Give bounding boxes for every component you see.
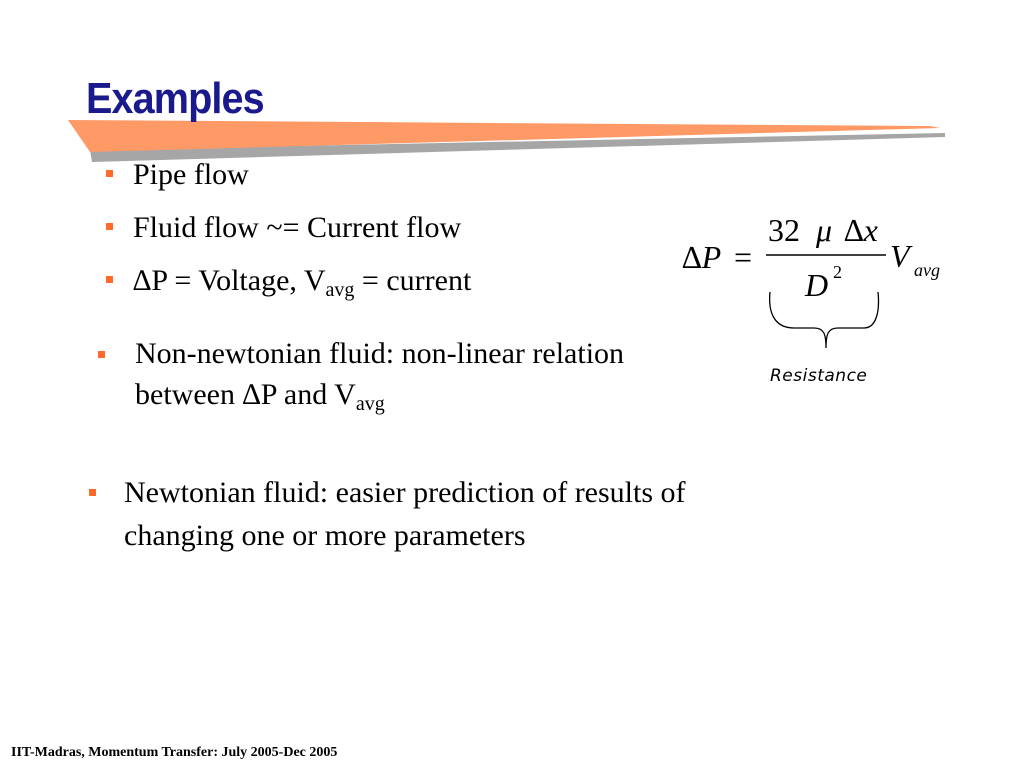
bullet-text-pre: ∆P = Voltage, V — [133, 264, 326, 297]
formula-den: D — [805, 267, 829, 303]
formula-num-dx: ∆x — [844, 212, 878, 248]
bullet-square-icon — [106, 223, 113, 230]
formula-equals: = — [734, 239, 753, 275]
bullet-text — [133, 259, 471, 303]
bullet-square-icon — [89, 489, 96, 496]
slide-title: Examples — [86, 74, 264, 123]
bullet-text: Pipe flow — [133, 158, 249, 191]
bullet-newtonian — [89, 471, 686, 557]
bullet-pipe-flow — [106, 153, 249, 197]
bullet-line-2-sub: avg — [355, 393, 385, 415]
bullet-dp-voltage — [106, 259, 471, 303]
bullet-line-2-pre: between ∆P and V — [135, 378, 356, 411]
formula-lhs: ∆P — [682, 239, 722, 275]
bullet-text: Fluid flow ~= Current flow — [133, 211, 462, 244]
bullet-square-icon — [98, 351, 105, 358]
bullet-text-post: = current — [354, 264, 472, 297]
formula-num-coef: 32 — [768, 212, 800, 248]
bullet-line-1: Newtonian fluid: easier prediction of results of — [124, 476, 686, 509]
bullet-fluid-current — [106, 206, 461, 250]
formula-den-exp: 2 — [833, 262, 842, 282]
bullet-square-icon — [106, 170, 113, 177]
bullet-text — [124, 471, 686, 557]
bullet-line-2: changing one or more parameters — [124, 519, 526, 552]
bullet-text-sub: avg — [325, 279, 355, 301]
formula-num-mu: μ — [816, 212, 833, 248]
slide-footer: IIT-Madras, Momentum Transfer: July 2005-Dec 2005 — [11, 745, 338, 760]
formula-v: V — [890, 238, 910, 274]
bullet-line-1: Non-newtonian fluid: non-linear relation — [135, 337, 625, 370]
bullet-text — [135, 333, 624, 415]
formula-v-sub: avg — [914, 260, 940, 280]
bullet-square-icon — [106, 276, 113, 283]
bullet-line-2 — [135, 374, 624, 415]
bullet-non-newtonian — [98, 333, 624, 415]
resistance-label: Resistance — [770, 366, 868, 386]
